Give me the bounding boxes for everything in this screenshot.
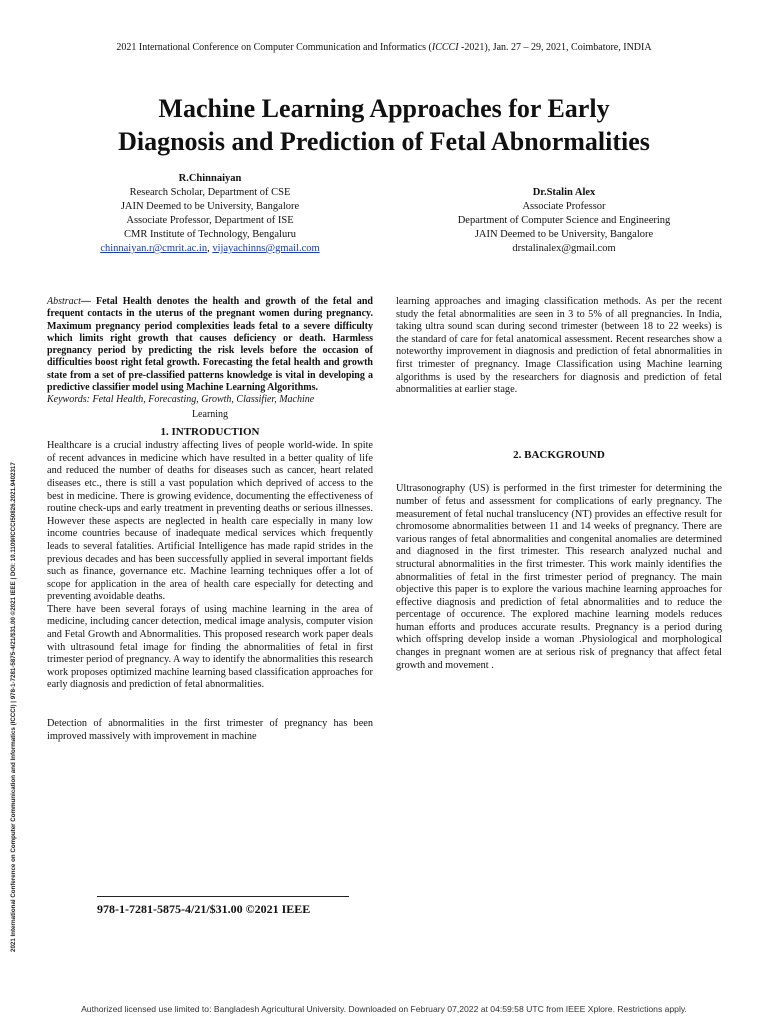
author-email: drstalinalex@gmail.com (512, 243, 616, 254)
author-name: R.Chinnaiyan (178, 173, 242, 184)
paper-title (40, 92, 728, 158)
author-email-link[interactable]: vijayachinns@gmail.com (212, 243, 320, 254)
intro-paragraph: Detection of abnormalities in the first trimester of pregnancy has been improved massively with improvement in machine (47, 718, 373, 742)
intro-paragraph-continued: learning approaches and imaging classification methods. As per the recent study the fetal abnormalities are seen in 3 to 5% of all pregnancies. In India, taking ultra sound scan during second trimester (between 18 to 22 weeks) is the standard of care for fetal anatomical assessment. Recent researches show a noteworthy improvement in diagnosis and prediction of fetal abnormalities in first trimester of pregnancy. Image Classification using Machine learning algorithms is used by the researchers for diagnosis and prediction of fetal abnormalities at earlier stage. (396, 296, 722, 396)
author-affiliation: Associate Professor, Department of ISE (126, 215, 294, 226)
author-affiliation: Research Scholar, Department of CSE (129, 187, 291, 198)
isbn-copyright: 978-1-7281-5875-4/21/$31.00 ©2021 IEEE (97, 902, 311, 916)
author-block-2 (398, 186, 730, 256)
section-heading-background: 2. BACKGROUND (513, 448, 605, 461)
author-emails (50, 242, 370, 256)
conference-header (0, 42, 768, 53)
keywords-continuation: Learning (191, 408, 229, 420)
intro-paragraph: Healthcare is a crucial industry affecting lives of people world-wide. In spite of recent advances in medicine which have resulted in a better quality of life and reduced the number of deaths for diseases such as cancer, heart related diseases etc., there is still a vast population which deprived of access to the best in medicine. There is growing evidence, documenting the effectiveness of routine check-ups and early treatment in preventing deaths or serious illnesses. However these aspects are neglected in health care especially in many low income countries because of inadequate medical services which frequently leads to several fatalities. Artificial Intelligence has made rapid strides in the previous decades and has been successfully applied in several important fields such as finance, governance etc. Machine learning techniques offer a lot of scope for application in the area of health care especially for detecting and preventing avoidable deaths. (47, 440, 373, 603)
intro-paragraph: There have been several forays of using machine learning in the area of medicine, including cancer detection, medical image analysis, computer vision and Fetal Growth and Abnormalities. This proposed research work paper deals with ultrasound fetal image for finding the abnormalities of fetal in first trimester period of pregnancy. A way to identify the abnormalities this research work proposes optimized machine learning based classification approaches for early diagnosis and prediction of fetal abnormalities. (47, 603, 373, 691)
right-column (396, 296, 722, 672)
email-separator: , (207, 243, 213, 254)
conference-header-dates: -2021), Jan. 27 – 29, 2021, Coimbatore, INDIA (458, 42, 652, 53)
author-name: Dr.Stalin Alex (532, 187, 596, 198)
keywords: Keywords: Fetal Health, Forecasting, Growth, Classifier, Machine (47, 394, 315, 406)
side-citation-strip: 2021 International Conference on Computer Communication and Informatics (ICCCI) | 978-1-7281-5875-4/21/$31.00 ©2021 IEEE | DOI: 10.1109/ICCCI50826.2021.9402317 (10, 462, 17, 952)
author-affiliation: JAIN Deemed to be University, Bangalore (474, 229, 654, 240)
abstract (47, 296, 373, 394)
section-heading-introduction: 1. INTRODUCTION (160, 425, 260, 438)
background-paragraph: Ultrasonography (US) is performed in the first trimester for determining the number of fetus and assessment for complications of early pregnancy. The measurement of fetal nuchal translucency (NT) provides an effective result for chromosome abnormalities between 11 and 14 weeks of pregnancy. There are various ranges of fetal abnormalities and congenital anomalies are determined and diagnosed in the first trimester. This research analyzed nuchal and structural abnormalities in the first trimester. This work mainly identifies the abnormalities of fetal in the first trimester period of pregnancy. The main objective this paper is to explore the various machine learning approaches for effective diagnosis and prediction of fetal abnormalities and to reduce the percentage of occurence. The explored machine learning models reduces human efforts and produces accurate results. Pregnancy is a period during which offspring develop inside a woman .Physiological and morphological changes in pregnant women are at serious risk of pregnancy that affect fetal growth and movement . (396, 483, 722, 671)
author-affiliation: Department of Computer Science and Engineering (457, 215, 671, 226)
left-column (47, 296, 373, 743)
author-affiliation: JAIN Deemed to be University, Bangalore (120, 201, 300, 212)
footer-divider (97, 896, 349, 897)
abstract-label: Abstract (47, 296, 81, 307)
conference-header-text: 2021 International Conference on Computer Communication and Informatics ( (116, 42, 432, 53)
author-affiliation: CMR Institute of Technology, Bengaluru (124, 229, 296, 240)
author-affiliation: Associate Professor (522, 201, 606, 212)
conference-acronym: ICCCI (431, 42, 459, 53)
author-block-1 (50, 172, 370, 256)
title-line-2: Diagnosis and Prediction of Fetal Abnormalities (118, 127, 650, 156)
license-notice: Authorized licensed use limited to: Bangladesh Agricultural University. Downloaded on February 07,2022 at 04:59:58 UTC from IEEE Xplore. Restrictions apply. (81, 1004, 687, 1014)
abstract-text: — Fetal Health denotes the health and growth of the fetal and frequent contacts in the uterus of the pregnant women during pregnancy. Maximum pregnancy period complexities leads fetal to a severe difficulty which limits right growth that causes deficiency or death. Harmless pregnancy period by predicting the risk levels before the occasion of difficulties boost right fetal growth. Forecasting the fetal health and growth state from a set of pre-classified patterns knowledge is vital in developing a predictive classifier model using Machine Learning Algorithms. (47, 296, 373, 394)
title-line-1: Machine Learning Approaches for Early (158, 94, 610, 123)
author-email-link[interactable]: chinnaiyan.r@cmrit.ac.in (100, 243, 208, 254)
